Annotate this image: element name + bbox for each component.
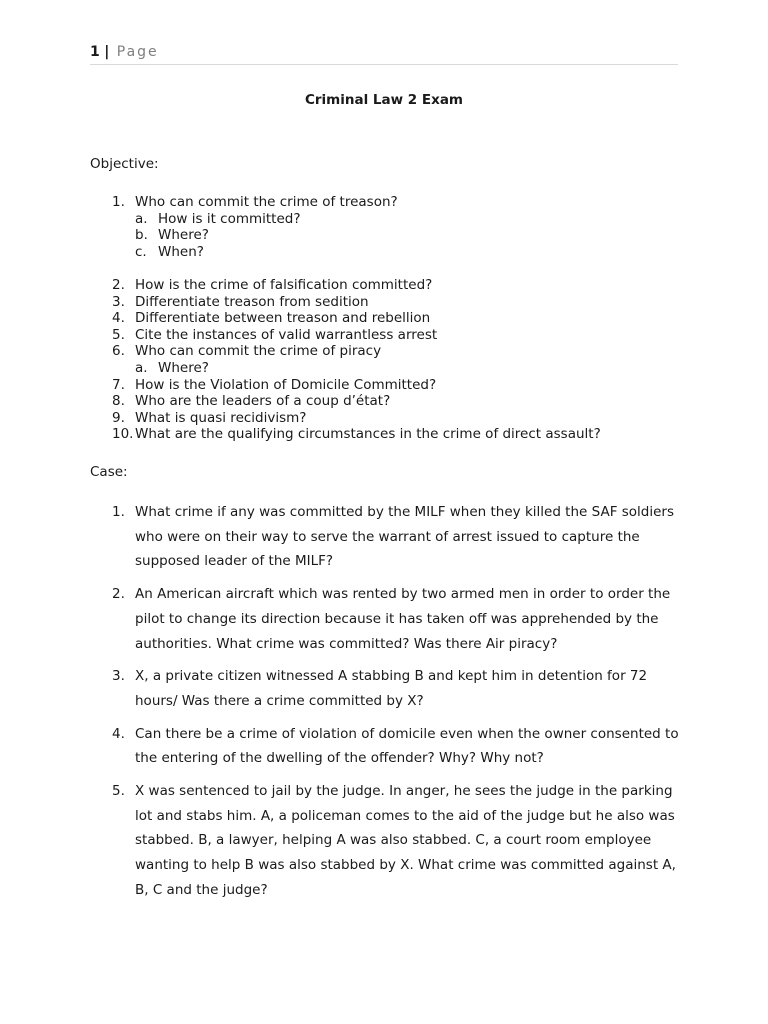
page-label: Page <box>116 44 159 60</box>
objective-heading: Objective: <box>90 156 159 172</box>
item-number: 8. <box>112 393 125 410</box>
item-text: Cite the instances of valid warrantless arrest <box>135 326 438 343</box>
item-number: 1. <box>112 504 125 520</box>
item-number: 4. <box>112 725 125 742</box>
item-text: Who are the leaders of a coup d’état? <box>135 393 391 410</box>
document-title: Criminal Law 2 Exam <box>304 92 464 108</box>
subitem-letter: c. <box>135 243 147 260</box>
objective-item <box>112 310 712 327</box>
item-text: How is the crime of falsification committed? <box>135 276 433 293</box>
list-spacer <box>112 260 712 277</box>
item-number: 7. <box>112 376 125 393</box>
item-number: 3. <box>112 293 125 310</box>
objective-list <box>112 194 712 443</box>
case-list <box>112 500 682 911</box>
item-text: What crime if any was committed by the MILF when they killed the SAF soldiers who were on their way to serve the warrant of arrest issued to capture the supposed leader of the MILF? <box>135 504 674 570</box>
objective-item <box>112 393 712 410</box>
item-number: 5. <box>112 326 125 343</box>
item-number: 2. <box>112 276 125 293</box>
case-item <box>112 722 682 771</box>
header-separator: | <box>104 44 110 60</box>
item-text: Differentiate treason from sedition <box>135 293 369 310</box>
objective-item <box>112 194 712 211</box>
case-item <box>112 779 682 903</box>
objective-item <box>112 327 712 344</box>
objective-item <box>112 377 712 394</box>
item-number: 3. <box>112 668 125 685</box>
page-number: 1 <box>90 44 100 60</box>
item-text: An American aircraft which was rented by two armed men in order to order the pilot to change its direction because it has taken off was apprehended by the authorities. What crime was committed? Was there Air piracy? <box>135 586 671 652</box>
objective-item <box>112 277 712 294</box>
item-text: Who can commit the crime of treason? <box>135 194 398 210</box>
objective-item <box>112 343 712 360</box>
item-number: 5. <box>112 783 125 800</box>
objective-subitem <box>112 211 712 228</box>
subitem-letter: a. <box>135 210 148 227</box>
objective-subitem <box>112 227 712 244</box>
item-number: 6. <box>112 343 125 360</box>
item-text: X, a private citizen witnessed A stabbing B and kept him in detention for 72 hours/ Was there a crime committed by X? <box>135 668 648 709</box>
subitem-text: Where? <box>158 227 209 244</box>
subitem-text: Where? <box>158 359 209 376</box>
objective-item <box>112 410 712 427</box>
case-item <box>112 500 682 574</box>
objective-item <box>112 294 712 311</box>
item-number: 1. <box>112 194 125 210</box>
item-number: 10. <box>112 426 134 443</box>
case-heading: Case: <box>90 464 128 480</box>
objective-item <box>112 426 712 443</box>
item-text: Can there be a crime of violation of domicile even when the owner consented to the entering of the dwelling of the offender? Why? Why not? <box>135 725 679 767</box>
item-number: 4. <box>112 310 125 327</box>
case-item <box>112 664 682 713</box>
objective-subitem <box>112 244 712 261</box>
item-text: X was sentenced to jail by the judge. In anger, he sees the judge in the parking lot and stabs him. A, a policeman comes to the aid of the judge but he also was stabbed. B, a lawyer, helping A was also stabbed. C, a court room employee wanting to help B was also stabbed by X. What crime was committed against A, B, C and the judge? <box>135 783 676 898</box>
subitem-letter: a. <box>135 359 148 376</box>
subitem-text: When? <box>158 243 204 260</box>
item-text: How is the Violation of Domicile Committed? <box>135 376 437 393</box>
item-number: 2. <box>112 586 125 603</box>
subitem-letter: b. <box>135 227 148 244</box>
case-item <box>112 582 682 656</box>
objective-subitem <box>112 360 712 377</box>
item-text: What is quasi recidivism? <box>135 409 307 426</box>
subitem-text: How is it committed? <box>158 210 301 227</box>
item-text: Who can commit the crime of piracy <box>135 343 382 360</box>
item-number: 9. <box>112 409 125 426</box>
page-header <box>90 44 678 65</box>
item-text: Differentiate between treason and rebellion <box>135 310 431 327</box>
item-text: What are the qualifying circumstances in the crime of direct assault? <box>135 426 601 443</box>
